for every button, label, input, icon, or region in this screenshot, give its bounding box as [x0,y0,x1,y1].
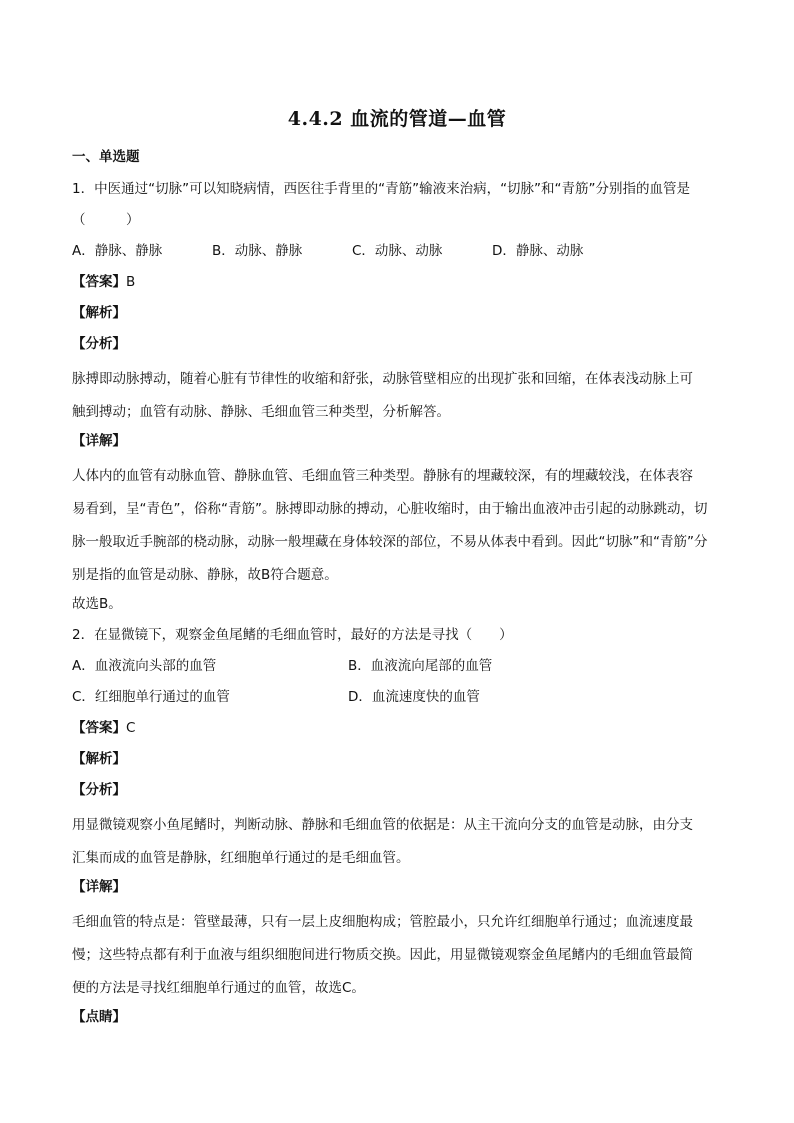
explanation-line: 人体内的血管有动脉血管、静脉血管、毛细血管三种类型。静脉有的埋藏较深，有的埋藏较浅，在体表容 [72,468,693,484]
xiangjie-label: 【详解】 [72,433,126,449]
question-2-stem: 2．在显微镜下，观察金鱼尾鳍的毛细血管时，最好的方法是寻找（ ） [72,627,513,643]
option-a: A．血液流向头部的血管 [72,658,217,674]
explanation-line: 毛细血管的特点是：管壁最薄，只有一层上皮细胞构成；管腔最小，只允许红细胞单行通过；血流速度最 [72,914,693,930]
document-page [72,104,722,1037]
fenxi-label: 【分析】 [72,336,126,352]
explanation-line: 慢；这些特点都有利于血液与组织细胞间进行物质交换。因此，用显微镜观察金鱼尾鳍内的毛细血管最简 [72,947,693,963]
answer-value: C [126,720,136,736]
question-1-answer [72,271,722,293]
answer-label: 【答案】 [72,274,126,290]
dianjing-label: 【点睛】 [72,1009,126,1025]
question-1-options [72,240,722,262]
question-2-analysis [72,810,722,874]
question-1-blank: （ ） [72,212,140,228]
jiexi-label: 【解析】 [72,305,126,321]
analysis-line: 用显微镜观察小鱼尾鳍时，判断动脉、静脉和毛细血管的依据是：从主干流向分支的血管是动脉，由分支 [72,817,693,833]
option-b: B．血液流向尾部的血管 [348,658,493,674]
section-heading: 一、单选题 [72,149,140,165]
jiexi-label: 【解析】 [72,751,126,767]
option-c: C．动脉、动脉 [352,243,443,259]
question-2-explanation [72,907,722,1004]
question-1-conclusion: 故选B。 [72,596,122,612]
question-2-answer [72,717,722,739]
analysis-line: 触到搏动；血管有动脉、静脉、毛细血管三种类型，分析解答。 [72,404,450,420]
option-d: D．血流速度快的血管 [348,689,480,705]
question-1-explanation [72,461,722,591]
option-c: C．红细胞单行通过的血管 [72,689,230,705]
page-title: 4.4.2 血流的管道—血管 [287,108,507,130]
explanation-line: 易看到，呈“青色”，俗称“青筋”。脉搏即动脉的搏动，心脏收缩时，由于输出血液冲击引起的动脉跳动，切 [72,501,708,517]
option-a: A．静脉、静脉 [72,243,163,259]
analysis-line: 汇集而成的血管是静脉，红细胞单行通过的是毛细血管。 [72,850,410,866]
question-2-options-row-2 [72,686,722,708]
analysis-line: 脉搏即动脉搏动，随着心脏有节律性的收缩和舒张，动脉管壁相应的出现扩张和回缩，在体表浅动脉上可 [72,371,693,387]
question-2-options-row-1 [72,655,722,677]
fenxi-label: 【分析】 [72,782,126,798]
answer-label: 【答案】 [72,720,126,736]
xiangjie-label: 【详解】 [72,879,126,895]
option-d: D．静脉、动脉 [492,243,584,259]
answer-value: B [126,274,136,290]
question-1-analysis [72,364,722,428]
question-1-stem: 1．中医通过“切脉”可以知晓病情，西医往手背里的“青筋”输液来治病，“切脉”和“青筋”分别指的血管是 [72,181,691,197]
explanation-line: 脉一般取近手腕部的桡动脉，动脉一般埋藏在身体较深的部位，不易从体表中看到。因此“切脉”和“青筋”分 [72,534,708,550]
option-b: B．动脉、静脉 [212,243,303,259]
explanation-line: 别是指的血管是动脉、静脉，故B符合题意。 [72,567,338,583]
explanation-line: 便的方法是寻找红细胞单行通过的血管，故选C。 [72,980,365,996]
